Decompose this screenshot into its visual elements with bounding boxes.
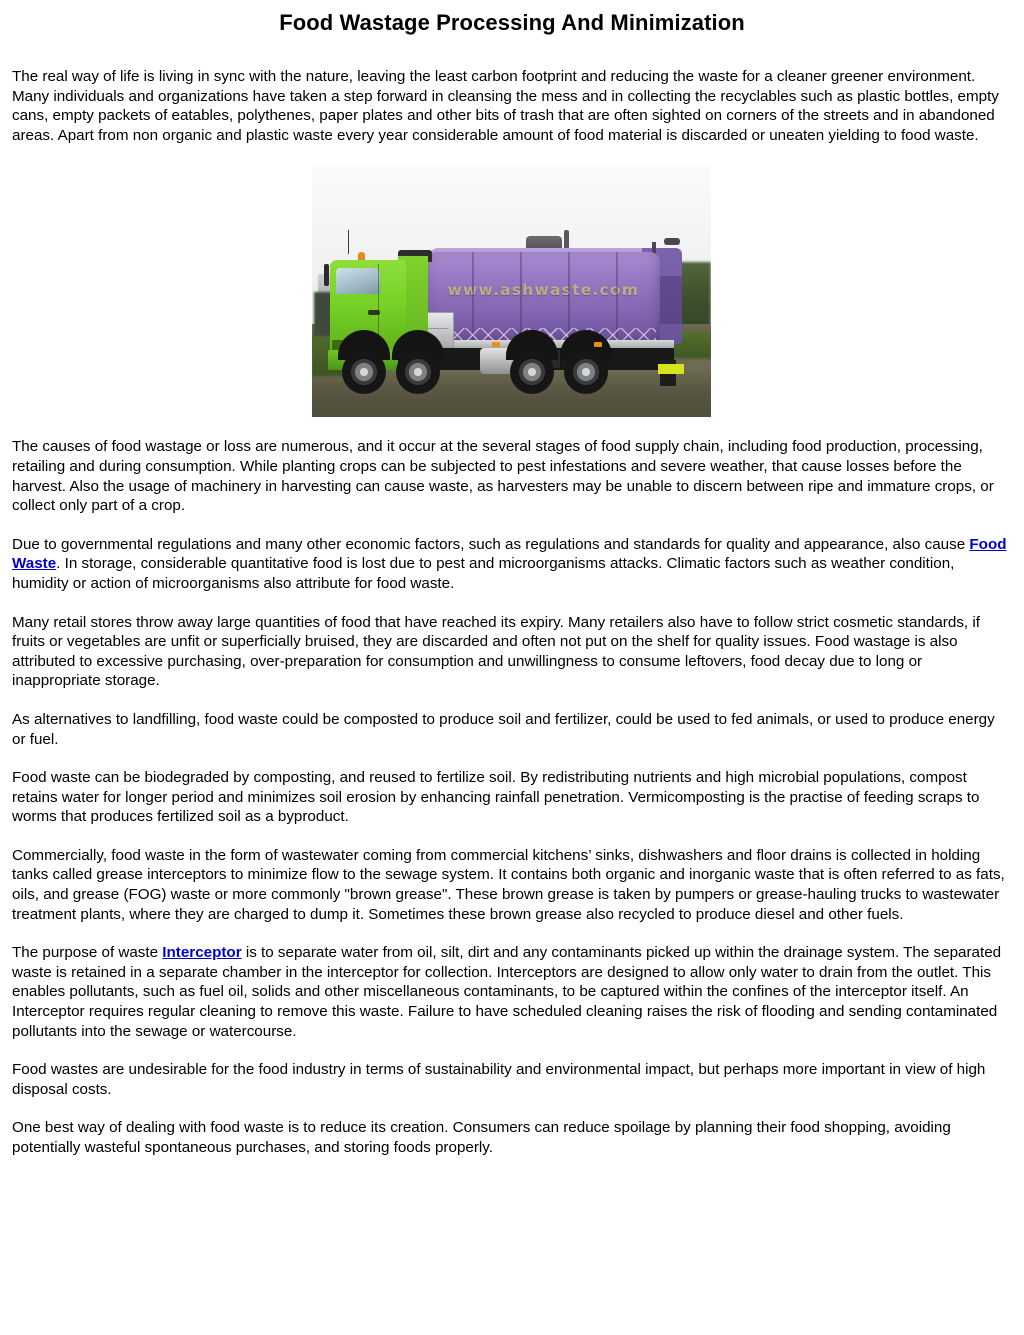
side-marker-light: [492, 342, 500, 347]
truck-photo-image: [312, 164, 711, 417]
truck-wheel: [510, 350, 554, 394]
truck-wheel: [342, 350, 386, 394]
paragraph-text: One best way of dealing with food waste is to reduce its creation. Consumers can reduce spoilage by planning their food shopping, avoiding potentially wasteful spontaneous purchases, and storing foods properly.: [12, 1119, 951, 1156]
truck-wheel: [564, 350, 608, 394]
document-body: [0, 67, 1024, 1158]
paragraph-text: is to separate water from oil, silt, dirt and any contaminants picked up within the drainage system. The separated waste is retained in a separate chamber in the interceptor for collection. Interceptors are designed to allow only water to drain from the outlet. This enables pollutants, such as fuel oil, solids and other miscellaneous contaminants, to be captured within the confines of the interceptor itself. An Interceptor requires regular cleaning to remove this waste. Failure to have scheduled cleaning raises the risk of flooding and sending contaminated pollutants into the sewage or watercourse.: [12, 944, 1002, 1040]
paragraph-text: The purpose of waste: [12, 944, 163, 962]
paragraph-text: Due to governmental regulations and many other economic factors, such as regulations and standards for quality and appearance, also cause: [12, 535, 970, 553]
cab-door-handle: [368, 310, 380, 315]
paragraph-intro: [12, 67, 1010, 145]
paragraph-composting: [12, 768, 1010, 827]
side-marker-light: [594, 342, 602, 347]
paragraph-interceptor: [12, 943, 1010, 1041]
figure-spacer: [12, 417, 1010, 437]
tanker-website-text: www.ashwaste.com: [447, 281, 640, 300]
truck-wheel: [396, 350, 440, 394]
paragraph-text: The real way of life is living in sync with the nature, leaving the least carbon footprint and reducing the waste for a cleaner greener environment. Many individuals and organizations have taken a step forward in cleansing the mess and in collecting the recyclables such as plastic bottles, empty cans, empty packets of eatables, polythenes, paper plates and other bits of trash that are often sighted on corners of the streets and in abandoned areas. Apart from non organic and plastic waste every year considerable amount of food material is discarded or uneaten yielding to food waste.: [12, 68, 999, 144]
paragraph-undesirable: [12, 1060, 1010, 1099]
cab-side-mirror: [324, 264, 329, 286]
paragraph-regulations: [12, 535, 1010, 594]
paragraph-reduce: [12, 1118, 1010, 1157]
truck-hi-vis-marking: [658, 364, 684, 374]
cab-beacon-light: [358, 252, 365, 260]
link-interceptor[interactable]: Interceptor: [162, 944, 242, 962]
paragraph-text: Food wastes are undesirable for the food industry in terms of sustainability and environmental impact, but perhaps more important in view of high disposal costs.: [12, 1061, 986, 1098]
page-title: Food Wastage Processing And Minimization: [279, 10, 745, 35]
paragraph-text: Food waste can be biodegraded by composting, and reused to fertilize soil. By redistributing nutrients and high microbial populations, compost retains water for longer period and minimizes soil erosion by enhancing rainfall penetration. Vermicomposting is the practise of feeding scraps to worms that produces fertilized soil as a byproduct.: [12, 769, 980, 826]
paragraph-text: The causes of food wastage or loss are numerous, and it occur at the several stages of food supply chain, including food production, processing, retailing and during consumption. While planting crops can be subjected to pest infestations and severe weather, that cause losses before the harvest. Also the usage of machinery in harvesting can cause waste, as harvesters may be unable to discern between ripe and immature crops, or collect only part of a crop.: [12, 438, 994, 515]
paragraph-retail: [12, 613, 1010, 691]
paragraph-text: Many retail stores throw away large quantities of food that have reached its expiry. Many retailers also have to follow strict cosmetic standards, if fruits or vegetables are unfit or superficially bruised, they are discarded and often not put on the shelf for quality issues. Food wastage is also attributed to excessive purchasing, over-preparation for consumption and unwillingness to consume leftovers, food decay due to long or inappropriate storage.: [12, 613, 980, 690]
paragraph-alternatives: [12, 710, 1010, 749]
tanker-rear-arm-top: [664, 238, 680, 245]
cab-antenna: [348, 230, 350, 254]
cab-windshield: [336, 268, 380, 294]
paragraph-commercial: [12, 846, 1010, 924]
paragraph-text: Commercially, food waste in the form of wastewater coming from commercial kitchens’ sinks, dishwashers and floor drains is collected in holding tanks called grease interceptors to minimize flow to the sewage system. It contains both organic and inorganic waste that is often referred to as fats, oils, and grease (FOG) waste or more commonly "brown grease". These brown grease is taken by pumpers or grease-hauling trucks to wastewater treatment plants, where they are charged to dump it. Sometimes these brown grease also recycled to produce diesel and other fuels.: [12, 846, 1005, 923]
paragraph-causes: [12, 437, 1010, 515]
paragraph-text: . In storage, considerable quantitative food is lost due to pest and microorganisms attacks. Climatic factors such as weather condition, humidity or action of microorganisms also attribute for food waste.: [12, 555, 955, 592]
figure-truck-photo: [12, 164, 1010, 417]
link-food-waste[interactable]: Food Waste: [12, 535, 1007, 573]
paragraph-text: As alternatives to landfilling, food waste could be composted to produce soil and fertilizer, could be used to fed animals, or used to produce energy or fuel.: [12, 710, 995, 748]
document-page: [0, 10, 1024, 1335]
